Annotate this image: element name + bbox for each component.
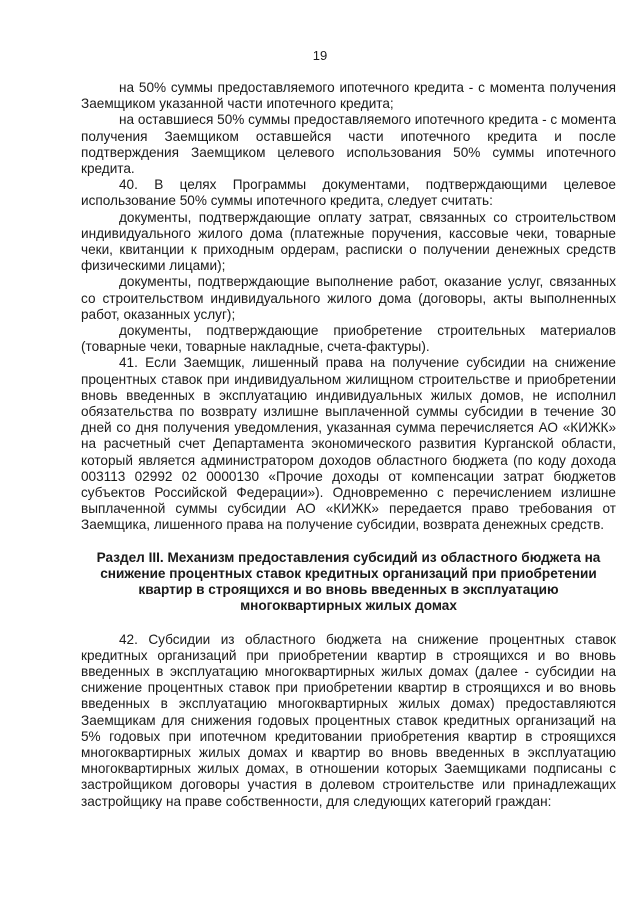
paragraph-work-documents: документы, подтверждающие выполнение работ, оказание услуг, связанных со строительством индивидуального жилого дома (договоры, акты выполненных работ, оказанных услуг);	[81, 274, 616, 322]
paragraph-material-documents: документы, подтверждающие приобретение строительных материалов (товарные чеки, товарные накладные, счета-фактуры).	[81, 323, 616, 355]
paragraph-installment-first-half: на 50% суммы предоставляемого ипотечного кредита - с момента получения Заемщиком указанной части ипотечного кредита;	[81, 80, 616, 112]
paragraph-installment-second-half: на оставшиеся 50% суммы предоставляемого ипотечного кредита - с момента получения Заемщиком оставшейся части ипотечного кредита и после подтверждения Заемщиком целевого использования 50% суммы ипотечного кредита.	[81, 112, 616, 177]
paragraph-item-41: 41. Если Заемщик, лишенный права на получение субсидии на снижение процентных ставок при индивидуальном жилищном строительстве и приобретении вновь введенных в эксплуатацию индивидуальных жилых домов, не исполнил обязательства по возврату излишне выплаченной суммы субсидии в течение 30 дней со дня получения уведомления, указанная сумма перечисляется АО «КИЖК» на расчетный счет Департамента экономического развития Курганской области, который является администратором доходов областного бюджета (по коду дохода 003113 02992 02 0000130 «Прочие доходы от компенсации затрат бюджетов субъектов Российской Федерации»). Одновременно с перечислением излишне выплаченной суммы субсидии АО «КИЖК» передается право требования от Заемщика, лишенного права на получение субсидии, возврата денежных средств.	[81, 355, 616, 533]
paragraph-item-40: 40. В целях Программы документами, подтверждающими целевое использование 50% суммы ипотечного кредита, следует считать:	[81, 177, 616, 209]
paragraph-payment-documents: документы, подтверждающие оплату затрат, связанных со строительством индивидуального жилого дома (платежные поручения, кассовые чеки, товарные чеки, квитанции к приходным ордерам, расписки о получении денежных средств физическими лицами);	[81, 209, 616, 274]
page-number: 19	[312, 48, 328, 63]
section-heading: Раздел III. Механизм предоставления субсидий из областного бюджета на снижение процентных ставок кредитных организаций при приобретении квартир в строящихся и во вновь введенных в эксплуатацию многоквартирных жилых домах	[96, 549, 601, 614]
paragraph-item-42: 42. Субсидии из областного бюджета на снижение процентных ставок кредитных организаций при приобретении квартир в строящихся и во вновь введенных в эксплуатацию многоквартирных жилых домах (далее - субсидии на снижение процентных ставок при приобретении квартир в строящихся и во вновь введенных в эксплуатацию многоквартирных жилых домах) предоставляются Заемщикам для снижения годовых процентных ставок кредитных организаций на 5% годовых при ипотечном кредитовании приобретения квартир в строящихся многоквартирных жилых домах и квартир во вновь введенных в эксплуатацию многоквартирных жилых домах, в отношении которых Заемщиками подписаны с застройщиком договоры участия в долевом строительстве или принадлежащих застройщику на праве собственности, для следующих категорий граждан:	[81, 631, 616, 809]
document-body	[81, 80, 616, 810]
